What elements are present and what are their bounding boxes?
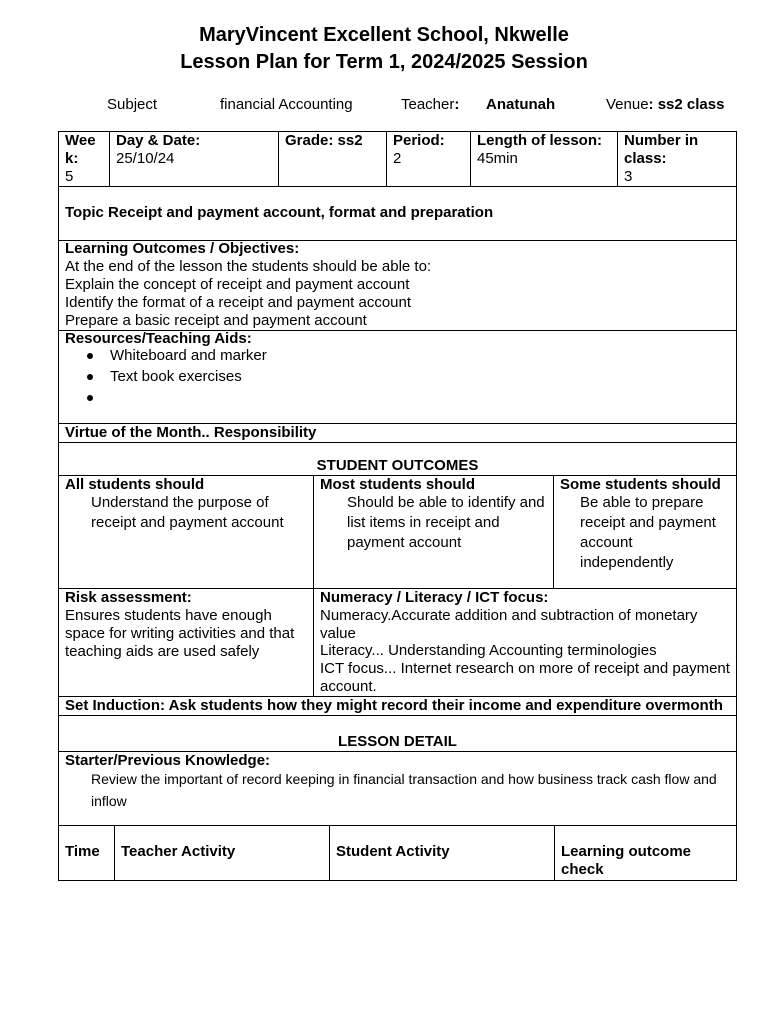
lesson-length-label: Length of lesson:: [477, 132, 602, 149]
starter-text: Review the important of record keeping in financial transaction and how business track cash flow and inflow: [91, 771, 717, 809]
objectives-heading: Learning Outcomes / Objectives:: [65, 240, 300, 257]
student-activity-header: Student Activity: [336, 843, 450, 860]
col-divider: [470, 131, 471, 186]
literacy-focus: Literacy... Understanding Accounting terminologies: [320, 642, 657, 659]
row-divider: [58, 715, 737, 716]
teacher-colon: :: [454, 96, 460, 113]
row-divider: [58, 442, 737, 443]
set-induction: Set Induction: Ask students how they might record their income and expenditure overmonth: [65, 697, 723, 714]
week-label-cont: k:: [65, 150, 79, 167]
teacher-activity-header: Teacher Activity: [121, 843, 236, 860]
class-size-label: Number in: [624, 132, 699, 149]
col-divider: [617, 131, 618, 186]
some-students-heading: Some students should: [560, 476, 721, 493]
most-students-heading: Most students should: [320, 476, 475, 493]
starter-heading: Starter/Previous Knowledge:: [65, 752, 271, 769]
resource-item: [110, 346, 267, 366]
risk-assessment-text: Ensures students have enough space for writing activities and that teaching aids are used safely: [65, 607, 295, 660]
ict-focus: ICT focus... Internet research on more of receipt and payment account.: [320, 660, 730, 695]
bullet-icon: [87, 353, 93, 359]
col-divider: [554, 825, 555, 881]
bullet-icon: [87, 374, 93, 380]
col-divider: [329, 825, 330, 881]
teacher-label-text: Teacher: [401, 96, 455, 113]
some-students-text: Be able to prepare receipt and payment account independently: [580, 494, 716, 571]
numeracy-focus: Numeracy.Accurate addition and subtraction of monetary value: [320, 607, 698, 642]
class-size-value: 3: [624, 168, 633, 185]
week-value: 5: [65, 168, 74, 185]
teacher-label: [401, 96, 459, 113]
lesson-plan-title: Lesson Plan for Term 1, 2024/2025 Session: [180, 51, 588, 73]
row-divider: [58, 825, 737, 826]
school-name: MaryVincent Excellent School, Nkwelle: [199, 24, 569, 46]
resource-item-text: Whiteboard and marker: [110, 347, 267, 364]
most-students-text: Should be able to identify and list items in receipt and payment account: [347, 494, 545, 551]
day-date-value: 25/10/24: [116, 150, 175, 167]
row-divider: [58, 186, 737, 187]
all-students-text: Understand the purpose of receipt and payment account: [91, 494, 284, 531]
col-divider: [313, 475, 314, 588]
teacher-value: Anatunah: [486, 96, 556, 113]
resource-item-text: Text book exercises: [110, 368, 242, 385]
time-column-header: Time: [65, 843, 100, 860]
objective-item: Prepare a basic receipt and payment account: [65, 312, 367, 329]
col-divider: [114, 825, 115, 881]
objective-item: Identify the format of a receipt and payment account: [65, 294, 412, 311]
period-label: Period:: [393, 132, 445, 149]
lesson-length-value: 45min: [477, 150, 518, 167]
student-outcomes-heading: STUDENT OUTCOMES: [316, 457, 479, 474]
subject-label: Subject: [107, 96, 158, 113]
class-size-label-cont: class:: [624, 150, 667, 167]
lesson-detail-heading: LESSON DETAIL: [338, 733, 457, 750]
resource-item: [110, 367, 242, 387]
week-label: Wee: [65, 132, 96, 149]
grade-label: Grade: ss2: [285, 132, 363, 149]
venue-value: : ss2 class: [648, 96, 725, 113]
virtue-of-month: Virtue of the Month.. Responsibility: [65, 424, 317, 441]
objective-item: Explain the concept of receipt and payment account: [65, 276, 410, 293]
focus-heading: Numeracy / Literacy / ICT focus:: [320, 589, 549, 606]
venue: [606, 96, 724, 113]
col-divider: [278, 131, 279, 186]
col-divider: [553, 475, 554, 588]
bullet-icon: [87, 395, 93, 401]
col-divider: [313, 588, 314, 696]
topic: Topic Receipt and payment account, format and preparation: [65, 204, 494, 221]
venue-label: Venue: [606, 96, 649, 113]
day-date-label: Day & Date:: [116, 132, 201, 149]
subject-value: financial Accounting: [220, 96, 353, 113]
col-divider: [109, 131, 110, 186]
learning-outcome-check-header: Learning outcome check: [561, 843, 692, 878]
period-value: 2: [393, 150, 402, 167]
objectives-intro: At the end of the lesson the students should be able to:: [65, 258, 432, 275]
all-students-heading: All students should: [65, 476, 205, 493]
col-divider: [386, 131, 387, 186]
resources-heading: Resources/Teaching Aids:: [65, 330, 252, 347]
risk-assessment-heading: Risk assessment:: [65, 589, 192, 606]
